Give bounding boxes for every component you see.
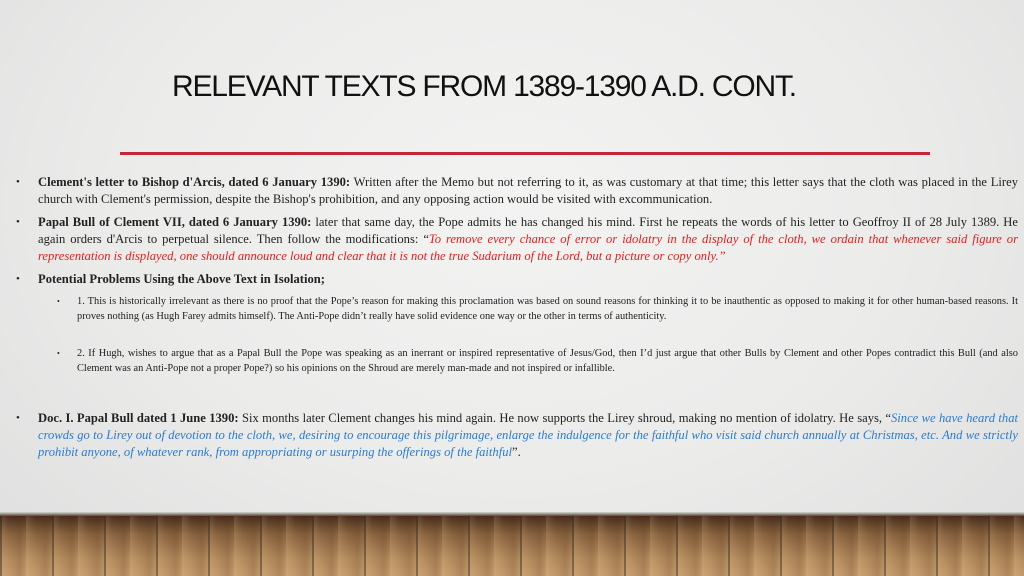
slide-title: RELEVANT TEXTS FROM 1389-1390 A.D. CONT. bbox=[172, 70, 796, 103]
bullet-icon: • bbox=[16, 216, 20, 228]
bullet-icon: • bbox=[57, 349, 60, 358]
sub-item-text: 1. This is historically irrelevant as there is no proof that the Pope’s reason for making this proclamation was based on sound reasons for thinking it to be inauthentic as opposed to making it for other human-based reasons. It proves nothing (as Hugh Farey admits himself). The Anti-Pope didn’t really have solid evidence one way or the other in terms of authenticity. bbox=[77, 296, 1018, 322]
sub-item-problem-1 bbox=[16, 294, 1018, 324]
slide-body bbox=[16, 174, 1018, 461]
bullet-item-papal-bull-june bbox=[16, 410, 1018, 461]
item-quote: To remove every chance of error or idolatry in the display of the cloth, we ordain that whenever said figure or representation is displayed, one should announce loud and clear that it is not the true Sudarium of the Lord, but a picture or copy only bbox=[38, 232, 1018, 263]
title-underline bbox=[120, 152, 930, 155]
item-heading: Potential Problems Using the Above Text in Isolation; bbox=[38, 272, 325, 286]
item-quote-end: ”. bbox=[512, 445, 521, 459]
bullet-item-papal-bull-january bbox=[16, 214, 1018, 265]
bullet-icon: • bbox=[16, 176, 20, 188]
bullet-item-potential-problems bbox=[16, 271, 1018, 288]
item-heading: Papal Bull of Clement VII, dated 6 January 1390: bbox=[38, 215, 312, 229]
item-heading: Clement's letter to Bishop d'Arcis, dated 6 January 1390: bbox=[38, 175, 351, 189]
item-text: later that same day, the Pope admits he has changed his mind. First he repeats the words of his letter to Geoffroy II of 28 July 1389. He again orders d'Arcis to perpetual silence. Then follow the modifications: “ bbox=[38, 215, 1018, 246]
bullet-icon: • bbox=[16, 273, 20, 285]
item-quote-end: .” bbox=[715, 249, 726, 263]
sub-item-problem-2 bbox=[16, 346, 1018, 376]
item-heading: Doc. I. Papal Bull dated 1 June 1390: bbox=[38, 411, 239, 425]
bullet-icon: • bbox=[16, 412, 20, 424]
bullet-item-clement-letter bbox=[16, 174, 1018, 208]
bullet-icon: • bbox=[57, 297, 60, 306]
wood-floor-background bbox=[0, 516, 1024, 576]
item-text: Written after the Memo but not referring to it, as was customary at that time; this letter says that the cloth was placed in the Lirey church with Clement's permission, despite the Bishop's prohibition, and any opposing action would be visited with excommunication. bbox=[38, 175, 1018, 206]
item-quote: Since we have heard that crowds go to Lirey out of devotion to the cloth, we, desiring to encourage this pilgrimage, enlarge the indulgence for the faithful who visit said church annually at Christmas, etc. And we strictly prohibit anyone, of whatever rank, from appropriating or usurping the offerings of the faithful bbox=[38, 411, 1018, 459]
sub-item-text: 2. If Hugh, wishes to argue that as a Papal Bull the Pope was speaking as an inerrant or inspired representative of Jesus/God, then I’d just argue that other Bulls by Clement and other Popes contradict this Bull (and also Clement was an Anti-Pope not a proper Pope?) so his opinions on the Shroud are merely man-made and not inspired or infallible. bbox=[77, 348, 1018, 374]
item-text: Six months later Clement changes his mind again. He now supports the Lirey shroud, making no mention of idolatry. He says, “ bbox=[238, 411, 891, 425]
